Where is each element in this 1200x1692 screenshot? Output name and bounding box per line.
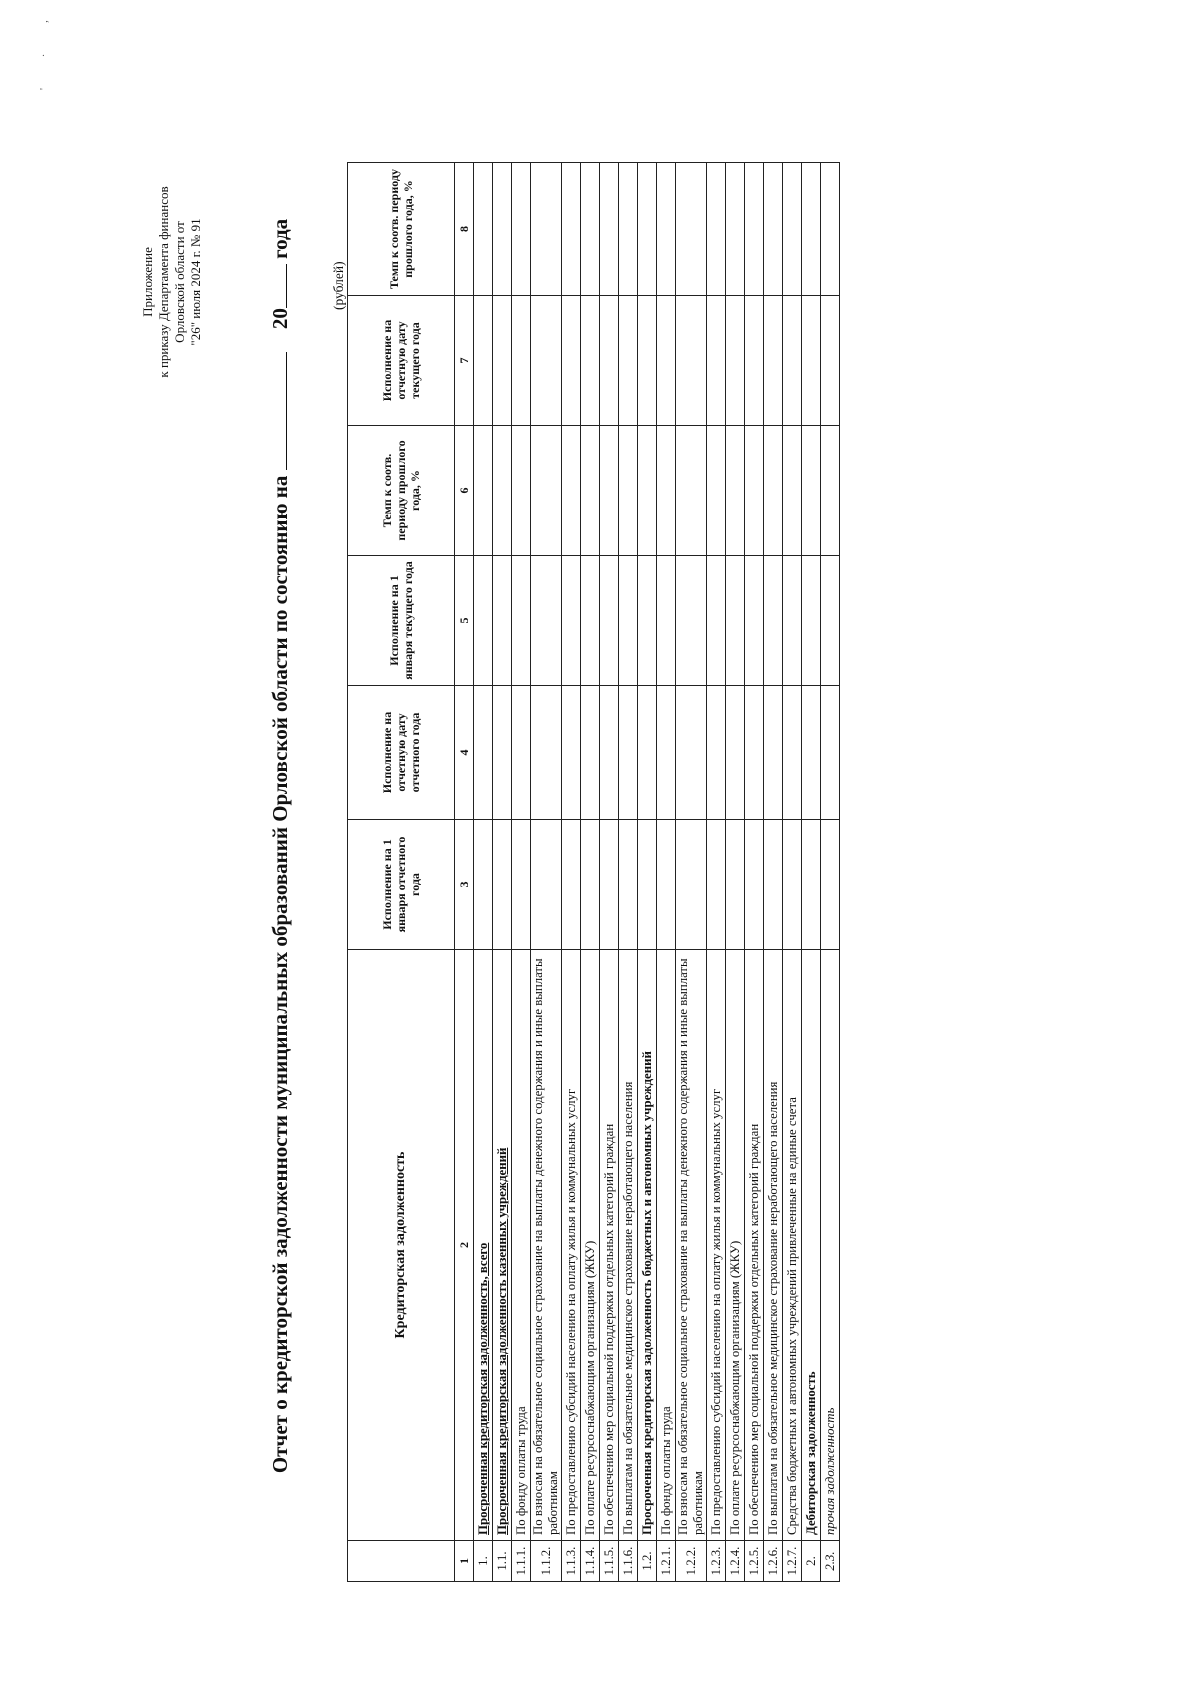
value-cell [783,820,802,950]
table-row [707,163,726,1582]
row-number: 1.2. [638,1541,657,1582]
col-header-num [348,1541,455,1582]
value-cell [600,296,619,426]
row-number: 1.2.5. [745,1541,764,1582]
value-cell [726,163,745,296]
header-row [348,163,455,1582]
row-number: 1.2.4. [726,1541,745,1582]
col-header-5: Исполнение на 1 января текущего года [348,556,455,686]
value-cell [562,296,581,426]
appendix-block [140,172,204,392]
row-label: прочая задолженность [821,950,840,1541]
row-label: По выплатам на обязательное медицинское страхование неработающего населения [764,950,783,1541]
table-row [783,163,802,1582]
value-cell [581,820,600,950]
value-cell [707,820,726,950]
row-number: 2.3. [821,1541,840,1582]
value-cell [531,556,562,686]
value-cell [745,686,764,820]
row-label: По предоставлению субсидий населению на оплату жилья и коммунальных услуг [562,950,581,1541]
value-cell [619,820,638,950]
date-blank [268,352,287,470]
value-cell [474,556,493,686]
value-cell [657,686,676,820]
value-cell [726,556,745,686]
value-cell [562,163,581,296]
value-cell [726,426,745,556]
value-cell [657,426,676,556]
value-cell [764,163,783,296]
value-cell [619,296,638,426]
col-number: 6 [455,426,474,556]
value-cell [512,556,531,686]
value-cell [821,686,840,820]
row-number: 1.1.3. [562,1541,581,1582]
value-cell [600,556,619,686]
row-number: 1.1. [493,1541,512,1582]
value-cell [676,163,707,296]
row-label: По выплатам на обязательное медицинское страхование неработающего населения [619,950,638,1541]
year-blank [268,264,287,308]
value-cell [562,820,581,950]
value-cell [676,556,707,686]
row-label: По фонду оплаты труда [512,950,531,1541]
value-cell [531,686,562,820]
row-number: 1.2.7. [783,1541,802,1582]
value-cell [745,296,764,426]
value-cell [493,163,512,296]
table-row [474,163,493,1582]
table-row [676,163,707,1582]
col-header-8: Темп к соотв. периоду прошлого года, % [348,163,455,296]
value-cell [531,163,562,296]
value-cell [619,686,638,820]
row-number: 1.2.1. [657,1541,676,1582]
value-cell [531,426,562,556]
row-label: По обеспечению мер социальной поддержки отдельных категорий граждан [600,950,619,1541]
report-table [347,162,840,1582]
value-cell [638,686,657,820]
value-cell [562,426,581,556]
col-header-4: Исполнение на отчетную дату отчетного года [348,686,455,820]
value-cell [512,426,531,556]
table-row [821,163,840,1582]
value-cell [581,686,600,820]
table-row [493,163,512,1582]
value-cell [707,163,726,296]
value-cell [562,686,581,820]
value-cell [562,556,581,686]
value-cell [707,556,726,686]
column-number-row [455,163,474,1582]
col-header-3: Исполнение на 1 января отчетного года [348,820,455,950]
value-cell [638,556,657,686]
value-cell [619,163,638,296]
col-header-7: Исполнение на отчетную дату текущего года [348,296,455,426]
value-cell [783,426,802,556]
value-cell [493,426,512,556]
table-row [726,163,745,1582]
value-cell [512,296,531,426]
value-cell [745,426,764,556]
table-row [802,163,821,1582]
col-header-name: Кредиторская задолженность [348,950,455,1541]
value-cell [764,820,783,950]
row-label: По оплате ресурсоснабжающим организациям (ЖКУ) [726,950,745,1541]
appendix-line: Орловской области от [172,221,187,343]
value-cell [474,163,493,296]
row-number: 1.1.4. [581,1541,600,1582]
value-cell [600,426,619,556]
appendix-line: "26" июля 2024 г. № 91 [188,218,203,346]
table-row [657,163,676,1582]
value-cell [619,426,638,556]
value-cell [474,426,493,556]
value-cell [581,163,600,296]
value-cell [802,296,821,426]
value-cell [783,296,802,426]
value-cell [512,820,531,950]
value-cell [657,556,676,686]
row-number: 1.1.1. [512,1541,531,1582]
col-number: 2 [455,950,474,1541]
table-row [531,163,562,1582]
value-cell [764,426,783,556]
col-number: 1 [455,1541,474,1582]
value-cell [745,556,764,686]
value-cell [726,820,745,950]
value-cell [707,426,726,556]
value-cell [783,163,802,296]
value-cell [802,426,821,556]
col-header-6: Темп к соотв. периоду прошлого года, % [348,426,455,556]
value-cell [493,296,512,426]
value-cell [474,296,493,426]
row-label: Просроченная кредиторская задолженность, всего [474,950,493,1541]
table-row [764,163,783,1582]
col-number: 3 [455,820,474,950]
table-row [562,163,581,1582]
appendix-line: к приказу Департамента финансов [156,186,171,378]
value-cell [474,686,493,820]
row-label: Средства бюджетных и автономных учреждений привлеченные на единые счета [783,950,802,1541]
units-label: (рублей) [331,261,346,310]
value-cell [581,556,600,686]
value-cell [676,296,707,426]
col-number: 8 [455,163,474,296]
year-prefix: 20 [268,308,292,330]
value-cell [474,820,493,950]
value-cell [764,686,783,820]
value-cell [676,686,707,820]
value-cell [764,296,783,426]
col-number: 4 [455,686,474,820]
value-cell [638,426,657,556]
row-label: По обеспечению мер социальной поддержки отдельных категорий граждан [745,950,764,1541]
row-label: Просроченная кредиторская задолженность казенных учреждений [493,950,512,1541]
value-cell [657,820,676,950]
value-cell [619,556,638,686]
table-row [581,163,600,1582]
value-cell [600,820,619,950]
row-number: 1.2.6. [764,1541,783,1582]
row-number: 1.1.6. [619,1541,638,1582]
value-cell [638,296,657,426]
value-cell [783,686,802,820]
table-row [619,163,638,1582]
value-cell [512,163,531,296]
year-suffix: года [268,218,292,259]
value-cell [707,296,726,426]
row-label: По оплате ресурсоснабжающим организациям (ЖКУ) [581,950,600,1541]
table-row [745,163,764,1582]
value-cell [802,820,821,950]
table-row [600,163,619,1582]
value-cell [512,686,531,820]
row-number: 1.2.3. [707,1541,726,1582]
table-row [512,163,531,1582]
value-cell [745,820,764,950]
value-cell [821,556,840,686]
value-cell [821,820,840,950]
col-number: 7 [455,296,474,426]
value-cell [581,296,600,426]
value-cell [493,686,512,820]
value-cell [802,556,821,686]
table-row [638,163,657,1582]
value-cell [707,686,726,820]
value-cell [638,820,657,950]
value-cell [600,163,619,296]
value-cell [581,426,600,556]
row-number: 1.1.2. [531,1541,562,1582]
value-cell [657,296,676,426]
value-cell [783,556,802,686]
report-title-text: Отчет о кредиторской задолженности муниципальных образований Орловской области по состоянию на [268,475,292,1474]
value-cell [531,296,562,426]
report-title [268,0,293,1692]
value-cell [531,820,562,950]
value-cell [802,686,821,820]
value-cell [726,296,745,426]
value-cell [676,426,707,556]
row-label: По фонду оплаты труда [657,950,676,1541]
row-number: 2. [802,1541,821,1582]
value-cell [493,556,512,686]
row-number: 1.2.2. [676,1541,707,1582]
value-cell [821,296,840,426]
scan-specks: ' · , [38,6,50,90]
row-label: По предоставлению субсидий населению на оплату жилья и коммунальных услуг [707,950,726,1541]
value-cell [638,163,657,296]
row-label: По взносам на обязательное социальное страхование на выплаты денежного содержания и иные выплаты работникам [676,950,707,1541]
value-cell [493,820,512,950]
value-cell [657,163,676,296]
value-cell [802,163,821,296]
value-cell [764,556,783,686]
appendix-line: Приложение [140,247,155,317]
value-cell [745,163,764,296]
value-cell [726,686,745,820]
value-cell [676,820,707,950]
row-label: Просроченная кредиторская задолженность бюджетных и автономных учреждений [638,950,657,1541]
row-number: 1. [474,1541,493,1582]
value-cell [600,686,619,820]
value-cell [821,426,840,556]
value-cell [821,163,840,296]
row-number: 1.1.5. [600,1541,619,1582]
col-number: 5 [455,556,474,686]
row-label: Дебиторская задолженность [802,950,821,1541]
row-label: По взносам на обязательное социальное страхование на выплаты денежного содержания и иные выплаты работникам [531,950,562,1541]
